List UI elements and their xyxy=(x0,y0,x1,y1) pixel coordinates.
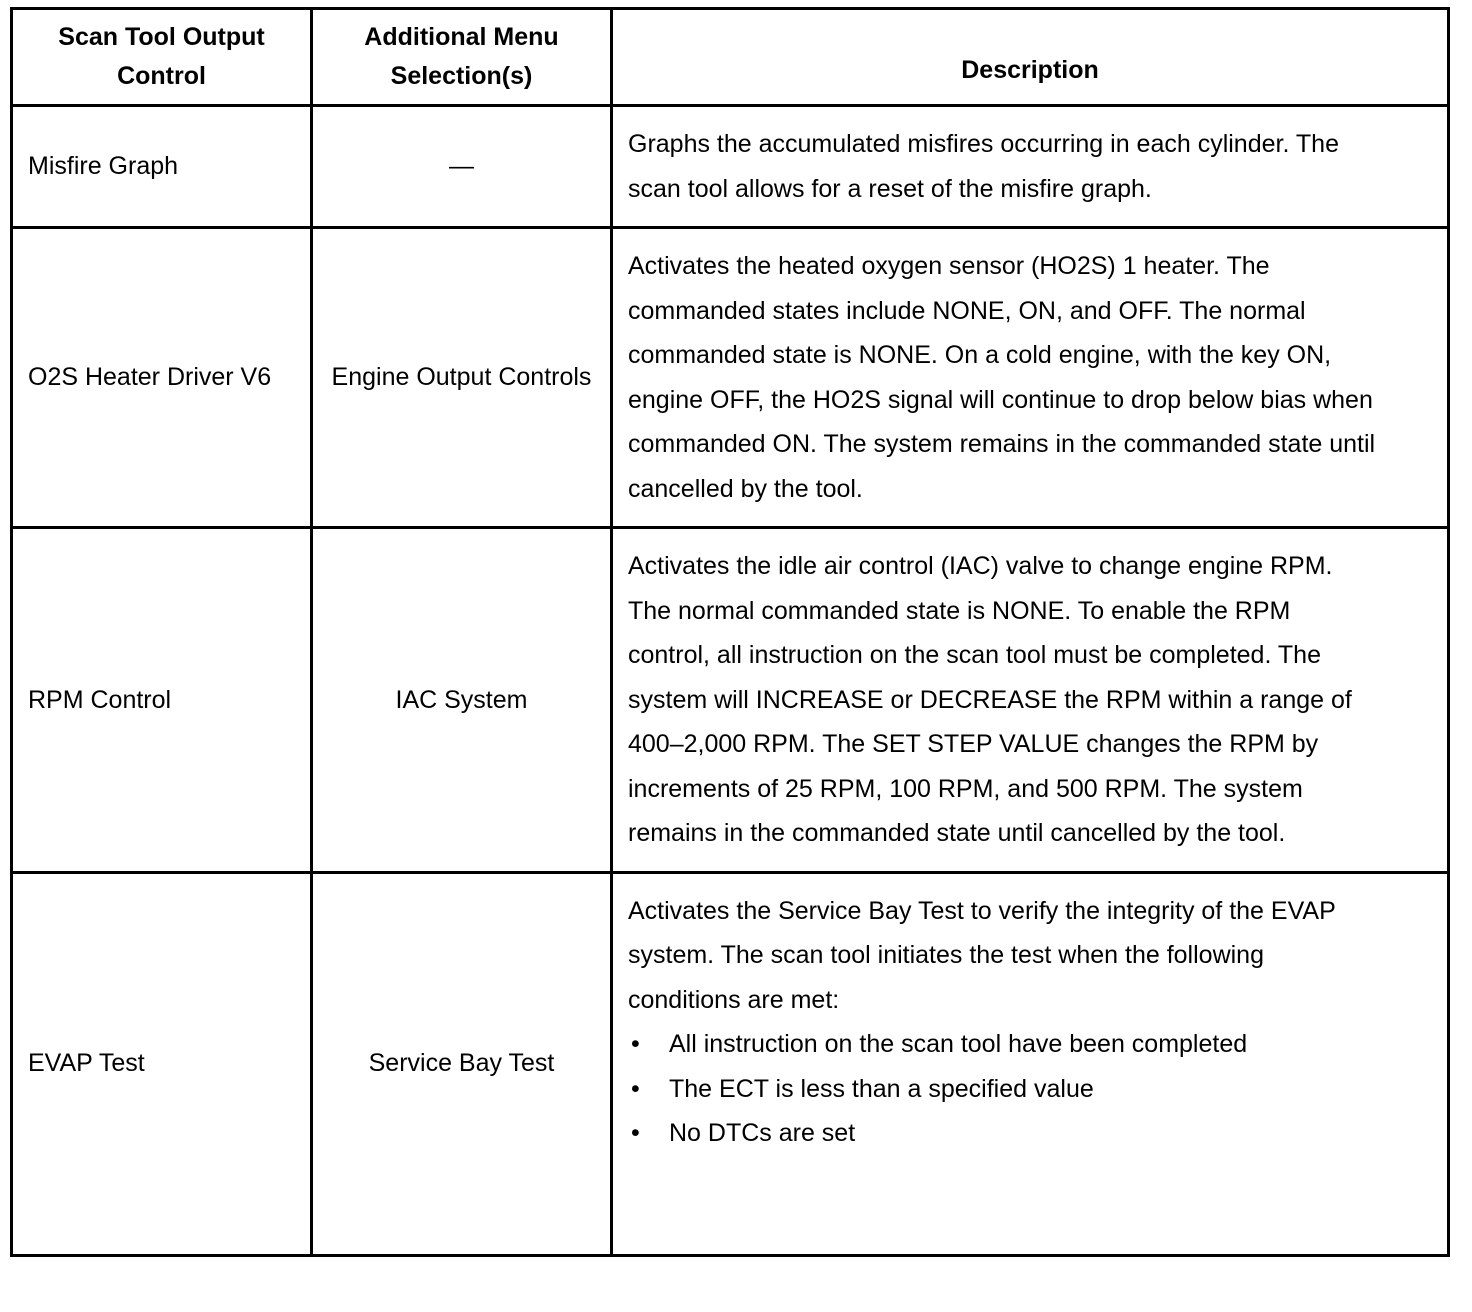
bullet-icon: • xyxy=(631,1074,640,1103)
scan-tool-output-control-table xyxy=(10,7,1450,1257)
list-item-text: No DTCs are set xyxy=(669,1119,856,1147)
header-additional-menu-selections: Additional Menu Selection(s) xyxy=(312,9,612,106)
output-control-name: Misfire Graph xyxy=(12,106,312,228)
condition-list xyxy=(628,1022,1377,1156)
menu-selection: — xyxy=(312,106,612,228)
table-row-o2s-heater-driver xyxy=(12,228,1449,528)
description: Graphs the accumulated misfires occurring in each cylinder. The scan tool allows for a reset of the misfire graph. xyxy=(612,106,1449,228)
bullet-icon: • xyxy=(631,1119,640,1147)
list-item-text: All instruction on the scan tool have been completed xyxy=(669,1030,1248,1058)
menu-selection: Service Bay Test xyxy=(312,872,612,1255)
description: Activates the Service Bay Test to verify the integrity of the EVAP system. The scan tool initiates the test when the following conditions are met: xyxy=(628,896,1336,1014)
header-description: Description xyxy=(612,9,1449,106)
menu-selection: Engine Output Controls xyxy=(312,228,612,528)
output-control-name: RPM Control xyxy=(12,528,312,873)
output-control-name: O2S Heater Driver V6 xyxy=(12,228,312,528)
table-row-evap-test xyxy=(12,872,1449,1255)
header-scan-tool-output-control: Scan Tool Output Control xyxy=(12,9,312,106)
list-item xyxy=(628,1111,1377,1156)
description: Activates the idle air control (IAC) valve to change engine RPM. The normal commanded state is NONE. To enable the RPM control, all instruction on the scan tool must be completed. The system will INCREASE or DECREASE the RPM within a range of 400–2,000 RPM. The SET STEP VALUE changes the RPM by increments of 25 RPM, 100 RPM, and 500 RPM. The system remains in the commanded state until cancelled by the tool. xyxy=(612,528,1449,873)
description-cell xyxy=(612,872,1449,1255)
bullet-icon: • xyxy=(631,1030,640,1058)
list-item xyxy=(628,1022,1377,1067)
description: Activates the heated oxygen sensor (HO2S) 1 heater. The commanded states include NONE, ON, and OFF. The normal commanded state is NONE. On a cold engine, with the key ON, engine OFF, the HO2S signal will continue to drop below bias when commanded ON. The system remains in the commanded state until cancelled by the tool. xyxy=(612,228,1449,528)
output-control-name: EVAP Test xyxy=(12,872,312,1255)
menu-selection: IAC System xyxy=(312,528,612,873)
list-item xyxy=(628,1067,1377,1112)
table-row-misfire-graph xyxy=(12,106,1449,228)
list-item-text: The ECT is less than a specified value xyxy=(669,1074,1094,1103)
table-row-rpm-control xyxy=(12,528,1449,873)
header-row xyxy=(12,9,1449,106)
